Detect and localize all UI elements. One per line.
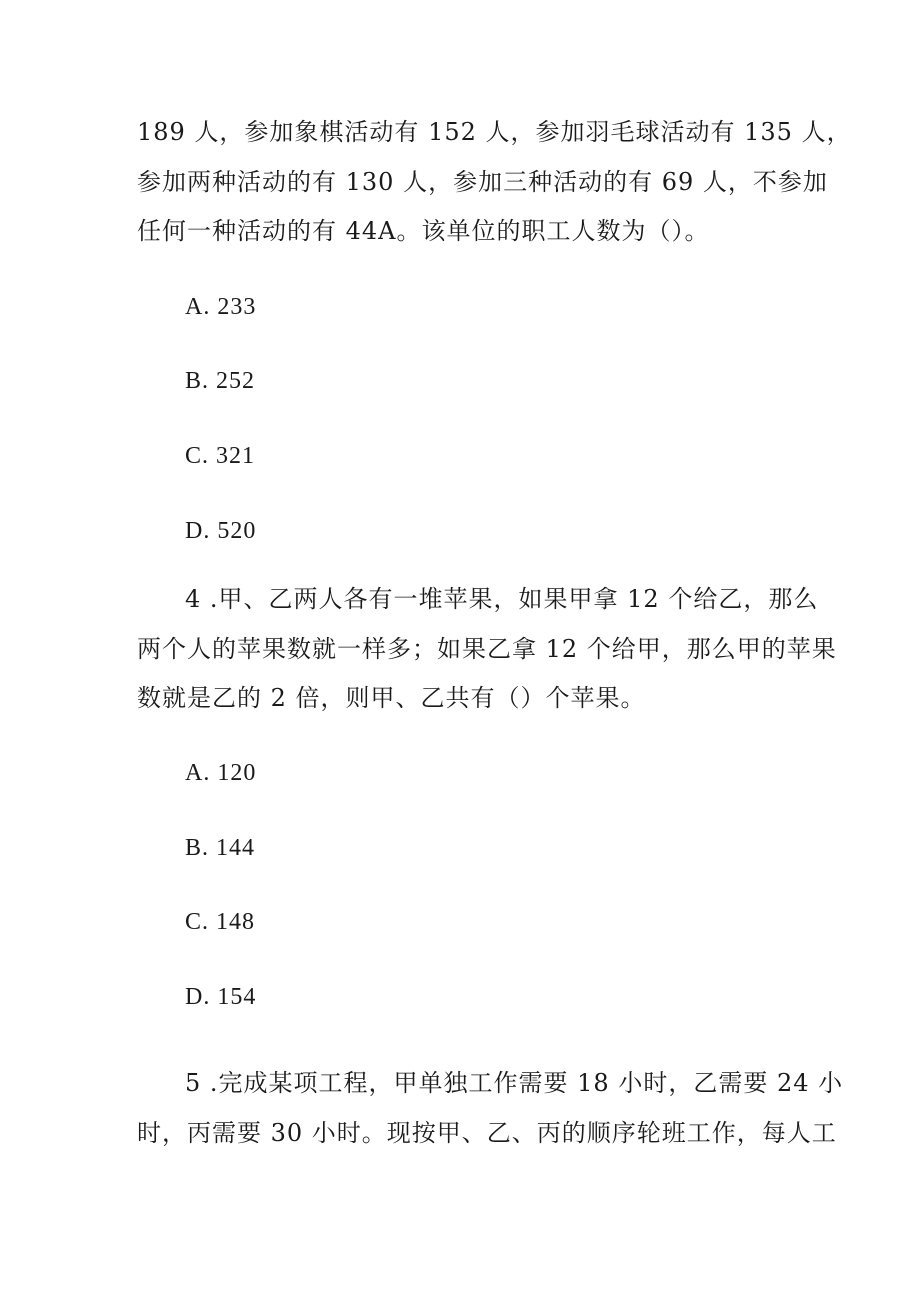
question-3-line-2: 参加两种活动的有 130 人，参加三种活动的有 69 人，不参加: [137, 168, 828, 196]
question-4-line-1: 4 .甲、乙两人各有一堆苹果，如果甲拿 12 个给乙，那么: [185, 585, 819, 613]
question-4-option-a: A. 120: [185, 760, 257, 786]
question-3-option-c: C. 321: [185, 443, 256, 469]
question-4-line-2: 两个人的苹果数就一样多；如果乙拿 12 个给甲，那么甲的苹果: [137, 635, 837, 663]
question-3-line-3: 任何一种活动的有 44A。该单位的职工人数为（）。: [137, 217, 710, 245]
question-4-option-d: D. 154: [185, 984, 257, 1010]
question-3-option-d: D. 520: [185, 518, 257, 544]
question-5-line-1: 5 .完成某项工程，甲单独工作需要 18 小时，乙需要 24 小: [185, 1069, 844, 1097]
question-5-line-2: 时，丙需要 30 小时。现按甲、乙、丙的顺序轮班工作，每人工: [137, 1119, 837, 1147]
question-3-line-1: 189 人，参加象棋活动有 152 人，参加羽毛球活动有 135 人，: [137, 118, 852, 146]
question-3-option-b: B. 252: [185, 368, 256, 394]
question-3-option-a: A. 233: [185, 294, 257, 320]
question-4-line-3: 数就是乙的 2 倍，则甲、乙共有（）个苹果。: [137, 684, 646, 712]
question-4-option-c: C. 148: [185, 909, 256, 935]
question-4-option-b: B. 144: [185, 835, 256, 861]
